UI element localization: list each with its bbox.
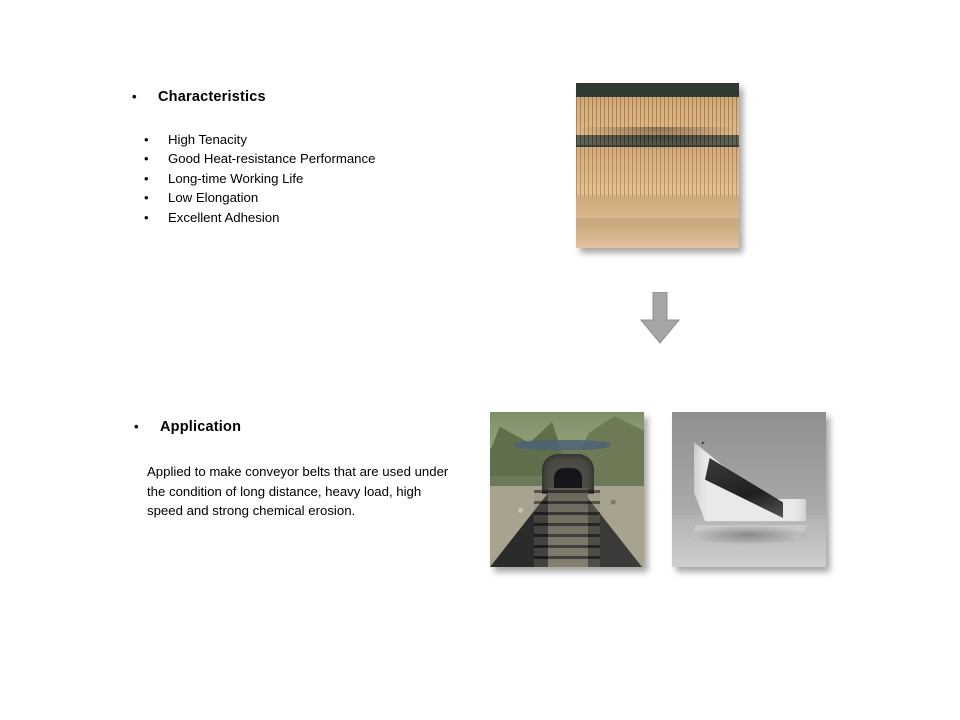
- list-item-label: Excellent Adhesion: [168, 209, 280, 225]
- application-description: Applied to make conveyor belts that are used under the condition of long distance, heavy load, high speed and strong chemical erosion.: [147, 464, 449, 519]
- conveyor-belt-photo: [490, 412, 644, 567]
- list-bullet-icon: •: [144, 209, 149, 225]
- list-item: [144, 130, 375, 149]
- fabric-bottom-shadow: [576, 218, 739, 248]
- list-item-label: Good Heat-resistance Performance: [168, 151, 376, 167]
- escalator-photo: [672, 412, 826, 567]
- application-heading-bullet: •: [134, 419, 139, 434]
- list-item-label: High Tenacity: [168, 132, 247, 147]
- characteristics-heading: [132, 89, 266, 105]
- list-item-label: Low Elongation: [168, 190, 259, 206]
- escalator-shadow: [684, 525, 812, 545]
- escalator-handrail: [702, 442, 798, 522]
- list-bullet-icon: •: [144, 151, 149, 167]
- characteristics-list: [144, 130, 375, 227]
- fabric-rib-texture-mid: [576, 147, 739, 197]
- characteristics-heading-bullet: •: [132, 89, 137, 104]
- list-item: [144, 208, 375, 227]
- conveyor-water: [514, 440, 610, 450]
- list-item-label: Long-time Working Life: [168, 170, 304, 186]
- characteristics-heading-label: Characteristics: [158, 89, 266, 105]
- application-heading-label: Application: [160, 419, 242, 435]
- fabric-roll-photo: [576, 83, 739, 248]
- list-item: [144, 169, 375, 188]
- list-bullet-icon: •: [144, 132, 149, 147]
- down-arrow-icon: [640, 292, 680, 344]
- list-bullet-icon: •: [144, 170, 149, 186]
- list-bullet-icon: •: [144, 190, 149, 206]
- fabric-roll-edge-shadow: [576, 127, 739, 151]
- list-item: [144, 149, 375, 168]
- application-heading: [134, 419, 241, 435]
- list-item: [144, 188, 375, 207]
- conveyor-belt-rollers: [534, 490, 600, 567]
